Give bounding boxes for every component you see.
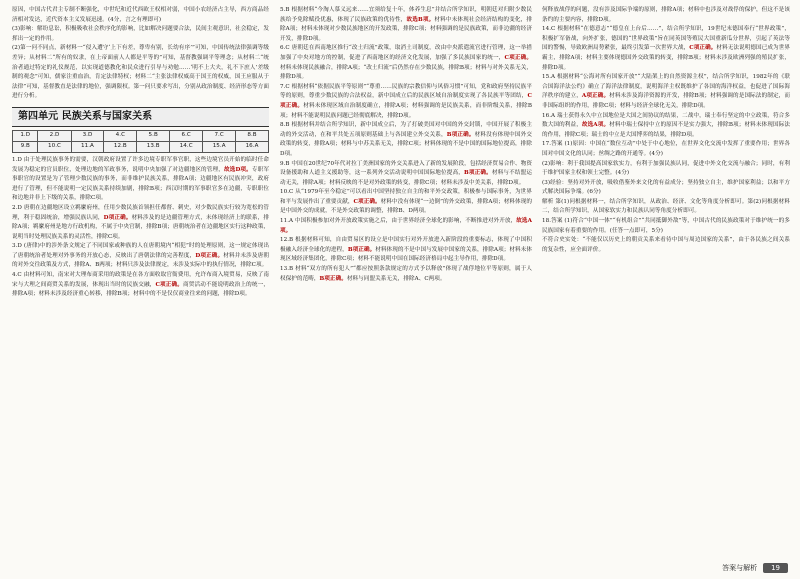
- item-answer: C项正确。: [280, 93, 532, 109]
- item-answer: B项正确。: [463, 170, 492, 177]
- answer-key-cell: 11.A: [71, 141, 104, 152]
- item-answer: 故选D项。: [223, 166, 252, 173]
- paragraph: 原因，中国古代君主专制不断强化，中世纪和近代西欧王权相对弱，中国小农经济占主导，西方商品经济相对发达，近代资本主义发展迅速。(4分，言之有理即可): [12, 7, 269, 23]
- explanation-item: [12, 271, 269, 300]
- item-rest: 材料与不结盟运动无关，排除A项；材料反映的不是对外政策的转变，排除C项；材料未涉及中美关系，排除D项。: [280, 170, 532, 186]
- unit-title: 第四单元 民族关系与国家关系: [12, 107, 269, 127]
- item-rest: 材料与同盟关系无关，排除A、C两项。: [346, 275, 446, 282]
- item-text: 1.D 由于处理民族事务的需要，汉朝政府设置了许多边境专职军事官职，这些边境官员开始的临时任命发展为稳定的官员职位，处理边地的军政事务，说明中央加强了对边疆地区的管理，: [12, 156, 269, 173]
- explanation-item: [542, 112, 790, 141]
- item-rest: 商贸活动不能说明政治上的统一，排除A项；材料未涉及经济重心转移，排除B项；材料中的不是仅仅商业往来的问题，排除D项。: [12, 281, 269, 298]
- item-answer: B项正确。: [347, 246, 376, 253]
- item-text: 6.C 唐朝廷在西南地区推行“改土归流”政策，取消土司制度，改由中央派遣流官进行管理，这一举措加强了中央对地方的控制，促进了西南地区的经济文化发展，加强了多民族国家的统一，: [280, 45, 532, 61]
- item-rest: 材料涉及的是边疆管理方式，未体现经济上的联系，排除A项；羁縻府州是地方行政机构，不属于中央官制，排除B项；唐朝统治者在边疆地区实行这种政策，说明当时处理民族关系的灵活性，排除C项。: [12, 214, 269, 240]
- item-text: 3.D (唐律)中的涉外条文规定了不同国家或种族的人在唐朝境内“相犯”时的处理原则，这一规定体现出了唐朝统治者处理对外事务的开放心态，反映出了唐朝法律的完善程度，: [12, 243, 269, 259]
- explanation-item: [542, 25, 790, 73]
- item-rest: 材料中没有体现“一边倒”的外交政策，排除A项；材料体现的是中国外交的成就，不是外交政策的调整，排除B、D两项。: [280, 198, 532, 215]
- item-answer: 故选A项。: [280, 218, 532, 234]
- item-rest: 材料无法说明德国已成为世界霸主，排除A项；材料主要体现德国外交政策的转变，排除B项；材料未涉及欧洲列强的殖民扩张，排除D项。: [542, 45, 790, 71]
- item-rest: 材料中未体现社会经济结构的变化，排除A项；材料未体现对少数民族地区的开发政策，排除C项；材料强调的是民族政策，而非边疆的经济开发，排除D项。: [280, 16, 532, 42]
- answer-key-row: [13, 130, 269, 141]
- answer-key-cell: 7.C: [203, 130, 236, 141]
- paragraph: 解析 第(1)问根据材料一，结合所学知识，从政治、经济、文化等角度分析即可。第(2)问根据材料二，结合所学知识，从国家软实力和民族认同等角度分析即可。: [542, 198, 790, 215]
- paragraph: (2)影响：利于我国提高国家软实力，有利于加强民族认同，促进中外文化交流与融合；同时，有利于维护国家主权和领土完整。(4分): [542, 160, 790, 177]
- item-text: 15.A 根据材料“公海对所有国家开放”“大陆架上的自然资源主权”，结合所学知识，1982年的《联合国海洋法公约》确立了海洋法律制度，说明海洋主权既维护了各国的海洋权益，也促进了国际海洋秩序的建立，: [542, 74, 790, 100]
- item-answer: 故选B项。: [406, 16, 435, 23]
- item-answer: A项正确。: [581, 93, 610, 100]
- answer-key-cell: 10.C: [38, 141, 71, 152]
- answer-key-cell: 12.B: [104, 141, 137, 152]
- answer-key-cell: 16.A: [236, 141, 269, 152]
- answer-key-cell: 14.C: [170, 141, 203, 152]
- answer-key-cell: 4.C: [104, 130, 137, 141]
- explanation-item: [542, 73, 790, 111]
- answer-key-cell: 13.B: [137, 141, 170, 152]
- item-answer: C项正确。: [353, 198, 381, 205]
- item-answer: B项正确。: [446, 131, 475, 138]
- item-text: 9.B 中国在20世纪70年代对拉丁美洲国家的外交关系进入了新的发展阶段，包括经济贸易合作、物资设备援助和人道主义援助等，这一系列外交活动说明中国国际地位提高，: [280, 160, 532, 177]
- item-text: 13.B 材料“双方的所有犯人”“都应按照条款规定的方式予以释放”体现了战俘地位平等原则，属于人权保护的范畴，: [280, 266, 532, 282]
- explanation-item: [280, 160, 532, 189]
- item-text: 10.C 从“1979年至今稳定”可以看出中国坚持独立自主的和平外交政策，积极参与国际事务，为世界和平与发展作出了重要贡献，: [280, 189, 532, 205]
- item-answer: D项正确。: [103, 214, 132, 221]
- answer-key-cell: 5.B: [137, 130, 170, 141]
- page-number: 19: [763, 563, 788, 573]
- item-rest: 材料中瑞士保持中立的原因不是实力强大，排除B项；材料未体现国际法的作用，排除C项；瑞士的中立是大国博弈的结果，排除D项。: [542, 122, 790, 138]
- explanation-item: [280, 188, 532, 217]
- answer-key-cell: 6.C: [170, 130, 203, 141]
- item-answer: C项正确。: [504, 54, 532, 61]
- item-text: 4.C 由材料可知，南宋对大理布商采用的政策是在各方面收取官衙费用，允许布商入境贸易，反映了南宋与大理之间商贸关系的发展，体现出当时的民族交融，: [12, 272, 269, 288]
- item-text: 14.C 根据材料“在德意志”“德皇在上台后……”，结合所学知识，19世纪末德国奉行“世界政策”，积极扩军备战，向外扩张，德国的“世界政策”旨在同英国等殖民大国重新瓜分世界，引起了英法等国的警惕，导致欧洲局势紧张，最终引发第一次世界大战，: [542, 26, 790, 52]
- explanation-item: [280, 217, 532, 236]
- explanation-item: [280, 236, 532, 265]
- explanation-item: [280, 6, 532, 44]
- explanation-item: [12, 156, 269, 204]
- item-text: 16.A 瑞士获得永久中立国地位是大国之间协议的结果，二战中，瑞士奉行坚定的中立政策，符合多数大国的利益，: [542, 112, 790, 129]
- column-middle: [280, 6, 532, 558]
- paragraph: (3)影响：解纷息讼，积极吸收社会秩序化的影响，比如解决问题要合法，民间主观意识，社会稳定，发挥出一定的作用。: [12, 26, 269, 42]
- answer-key-cell: 9.B: [13, 141, 38, 152]
- item-rest: 材料未体现民族融合，排除A项；“改土归流”后仍然存在少数民族，排除B项；材料与对外关系无关，排除D项。: [280, 64, 532, 81]
- item-text: 8.B 根据材料并结合所学知识，新中国成立后，为了打破美国对中国的外交封锁，中国开展了积极主动的外交活动，在和平共处五项原则基础上与各国建立外交关系，: [280, 122, 532, 138]
- item-answer: C项正确。: [689, 45, 717, 52]
- paragraph: 不符合史实处：“不能仅以历史上的朝贡关系来看待中国与周边国家的关系”，由于各民族之间关系的复杂性，应全面评价。: [542, 237, 790, 253]
- footer-title: 答案与解析: [722, 564, 758, 572]
- item-text: 12.B 根据材料可知，自由贸易区的设立是中国实行对外开放进入新阶段的重要标志，体现了中国积极融入经济全球化的进程，: [280, 237, 532, 253]
- item-text: 11.A 中国积极参加对外开放政策实施之后，由于世界经济全球化的影响，不断推进对外开放，: [280, 218, 517, 225]
- answer-key-cell: 8.B: [236, 130, 269, 141]
- explanation-item: [12, 242, 269, 271]
- answer-key-row: [13, 141, 269, 152]
- paragraph: (3)经验：坚持对外开放，吸收借鉴外来文化的有益成分；坚持独立自主，维护国家利益；以和平方式解决国际争端。(6分): [542, 179, 790, 196]
- item-rest: 材料未涉及海洋资源的开发，排除B项；材料强调的是国际法的制定，而非国际组织的作用，排除C项；材料与经济全球化无关，排除D项。: [542, 93, 790, 109]
- item-answer: B项正确。: [319, 275, 347, 282]
- page-footer: [722, 561, 788, 575]
- item-answer: D项正确。: [195, 252, 224, 259]
- item-text: 7.C 根据材料“依据民族平等原则”“尊重……民族的宗教信仰与风俗习惯”可知，党和政府坚持民族平等的原则，尊重少数民族的合法权益，新中国成立后的民族区域自治制度实现了各民族平等团结，: [280, 83, 532, 100]
- explanation-item: [280, 265, 532, 284]
- explanation-item: [280, 83, 532, 121]
- paragraph: (2)第一问不同点，新材料一“侵入遭守‘上下有差，尊卑有别，长幼有序’”可知，中国传统法律强调等级差异；从材料二“所有的奴隶，在上帝面前人人都是平等的”可知，基督教强调平等理念；从材料二“统治者通过特定的礼仪规范，以实现道德教化和民众进行引导与劝勉……‘明不上大夫，礼不下庶人’差级制的观念”可知，儒家注重血治，肯定法律特权；材料二“主张法律权威高于国王的权威，国王应服从于法律”可知，基督教直是法律的地位，强调限权。第一问只要求写出，分别从政治制度、经济形态等方面进行分析。: [12, 45, 269, 100]
- item-rest: 材料未体现区域自治制度确立，排除A项；材料强调的是民族关系，而非阶级关系，排除B项；材料不能说明民族问题已经彻底解决，排除D项。: [280, 102, 532, 119]
- answer-key-cell: 3.D: [71, 130, 104, 141]
- answer-key-cell: 15.A: [203, 141, 236, 152]
- item-answer: 故选A项。: [581, 122, 610, 129]
- explanation-item: [280, 121, 532, 159]
- explanation-item: [12, 204, 269, 242]
- answer-key-cell: 2.D: [38, 130, 71, 141]
- paragraph: 何释放战俘的问题，没有涉及国际争端的原则，排除A项；材料中也涉及对战俘的保护，但这不是该条约的主要内容，排除D项。: [542, 7, 790, 23]
- question-18-head: 18.答案 (1)符合“中国一体”“有机组合”“共同抵御外敌”等，中国古代的民族政策对于维护统一的多民族国家有着重要的作用。(任答一点即可，5分): [542, 218, 790, 234]
- column-left: [12, 6, 269, 558]
- column-right: [542, 6, 790, 558]
- document-page: [12, 6, 790, 558]
- item-text: 2.D 唐朝在边疆地区设立羁縻府州，任用少数民族首领担任都督、刺史，对少数民族实行较为宽松的管理，利于稳固统治，增强民族认同，: [12, 204, 269, 221]
- answer-key-table: [12, 130, 269, 153]
- item-text: 5.B 根据材料“今淘人慕义远来……宜须给复十年，体养生息”并结合所学知识，明朝廷对归附少数民族给予免除赋役优惠，体现了民族政策的优待性，: [280, 7, 532, 23]
- item-rest: 专职军事职官的设置是为了管理少数民族的事务，而非维护民族关系，排除A项；边疆地区有民族冲突，政府进行了管理，但不能说明一定民族关系持续加剧，排除B项；西汉时期的军事职官多在边疆，专职职位和边地并非上下级的关系，排除C项。: [12, 166, 269, 202]
- explanation-item: [280, 44, 532, 82]
- item-rest: 材料没有体现中国外交政策的转变，排除A项；材料与中苏关系无关，排除C项；材料体现的不是中国的国际地位提高，排除D项。: [280, 131, 532, 157]
- item-rest: 材料体现的不是中国与发展中国家的关系，排除A项；材料未体现区域经济集团化，排除C项；材料不能说明中国在国际经济格局中起主导作用，排除D项。: [280, 246, 532, 263]
- answer-key-cell: 1.D: [13, 130, 38, 141]
- item-rest: 材料并未涉及唐朝的对外交往政策及方式，排除A、B两项；材料只涉及法律规定，未涉及实际中的执行情况，排除C项。: [12, 252, 269, 269]
- question-17-head: 17.答案 (1)原因：中国在“数位互动”中处于中心地位，在世界文化交流中发挥了重要作用；世界各国对中国文化的认同；丝绸之路的开通等。(4分): [542, 141, 790, 157]
- item-answer: C项正确。: [155, 281, 184, 288]
